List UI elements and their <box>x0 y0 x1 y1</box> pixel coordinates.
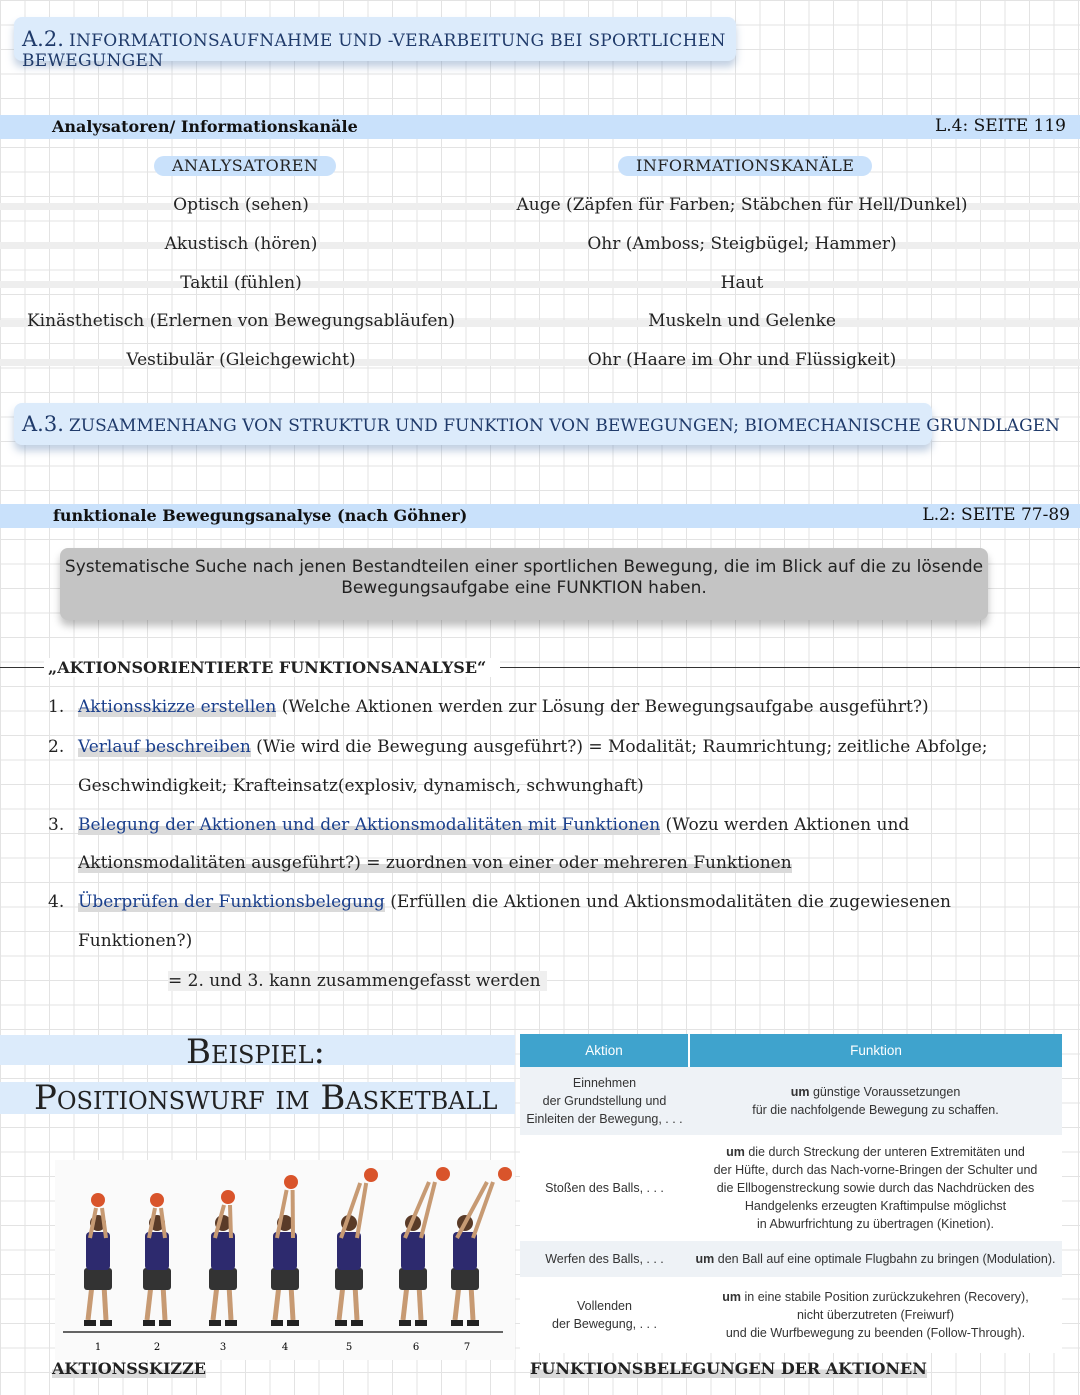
list-item: 1. Aktionsskizze erstellen (Welche Aktionen werden zur Lösung der Bewegungsaufgabe ausgeführt?) <box>48 697 929 717</box>
list-continuation: Geschwindigkeit; Krafteinsatz(explosiv, dynamisch, schwunghaft) <box>78 776 644 796</box>
kanal-cell: Auge (Zäpfen für Farben; Stäbchen für Hell/Dunkel) <box>516 195 968 215</box>
list-continuation: Funktionen?) <box>78 931 193 951</box>
analysator-cell: Akustisch (hören) <box>164 234 318 254</box>
table-header-funktion: Funktion <box>689 1034 1062 1067</box>
list-key: Verlauf beschreiben <box>78 737 251 757</box>
analysator-cell: Optisch (sehen) <box>173 195 309 215</box>
definition-box: Systematische Suche nach jenen Bestandteilen einer sportlichen Bewegung, die im Blick auf die zu lösende Bewegungsaufgabe eine FUNKTION haben. <box>60 548 988 620</box>
section-header-a3 <box>14 403 1060 445</box>
topic-bar-analysatoren <box>0 115 1080 139</box>
kanal-cell: Haut <box>720 273 764 293</box>
list-item: 4. Überprüfen der Funktionsbelegung (Erfüllen die Aktionen und Aktionsmodalitäten die zugewiesenen <box>48 892 951 912</box>
list-note: = 2. und 3. kann zusammengefasst werden <box>168 971 547 991</box>
list-continuation: Aktionsmodalitäten ausgeführt?) = zuordnen von einer oder mehreren Funktionen <box>78 853 792 873</box>
analysator-cell: Vestibulär (Gleichgewicht) <box>126 350 356 370</box>
kanal-cell: Muskeln und Gelenke <box>648 311 836 331</box>
table-row: Stoßen des Balls, . . . um die durch Streckung der unteren Extremitäten und der Hüfte, durch das Nach-vorne-Bringen der Schulter und die Ellbogenstreckung sowie durch das Nachdrücken des Handgelenks erzeugten Kraftimpulse möglichst in Abwurfrichtung zu übertragen (Kinetion). <box>520 1135 1062 1241</box>
topic-reference: L.4: SEITE 119 <box>934 116 1066 136</box>
action-sketch <box>55 1160 515 1360</box>
sketch-caption: AKTIONSSKIZZE <box>52 1359 206 1378</box>
afa-title: „AKTIONSORIENTIERTE FUNKTIONSANALYSE“ <box>44 658 500 677</box>
section-header-a2 <box>14 17 736 71</box>
column-header-informationskanaele: INFORMATIONSKANÄLE <box>618 156 872 176</box>
topic-bar-funktional <box>0 504 1080 528</box>
list-key: Überprüfen der Funktionsbelegung <box>78 892 385 912</box>
table-caption: FUNKTIONSBELEGUNGEN DER AKTIONEN <box>530 1359 927 1378</box>
list-key: Aktionsskizze erstellen <box>78 697 277 717</box>
topic-heading: funktionale Bewegungsanalyse (nach Göhner) <box>53 506 468 525</box>
topic-reference: L.2: SEITE 77-89 <box>922 505 1070 525</box>
phase-number: 7 <box>463 1342 471 1353</box>
example-label: Beispiel: <box>186 1032 325 1072</box>
list-item: 2. Verlauf beschreiben (Wie wird die Bewegung ausgeführt?) = Modalität; Raumrichtung; zeitliche Abfolge; <box>48 737 988 757</box>
table-row: Vollenden der Bewegung, . . . um in eine stabile Position zurückzukehren (Recovery), nicht überzutreten (Freiwurf) und die Wurfbewegung zu beenden (Follow-Through). <box>520 1277 1062 1353</box>
table-header-aktion: Aktion <box>520 1034 689 1067</box>
kanal-cell: Ohr (Amboss; Steigbügel; Hammer) <box>587 234 897 254</box>
phase-number: 3 <box>219 1342 227 1353</box>
phase-number: 4 <box>281 1342 289 1353</box>
phase-number: 1 <box>94 1342 102 1353</box>
phase-number: 5 <box>345 1342 353 1353</box>
phase-number: 2 <box>153 1342 161 1353</box>
kanal-cell: Ohr (Haare im Ohr und Flüssigkeit) <box>587 350 897 370</box>
phase-number: 6 <box>412 1342 420 1353</box>
table-row: Einnehmen der Grundstellung und Einleiten der Bewegung, . . . um günstige Voraussetzungen für die nachfolgende Bewegung zu schaffen. <box>520 1067 1062 1135</box>
example-title: Positionswurf im Basketball <box>34 1078 498 1118</box>
topic-heading: Analysatoren/ Informationskanäle <box>52 117 358 136</box>
section-title: ZUSAMMENHANG VON STRUKTUR UND FUNKTION VON BEWEGUNGEN; BIOMECHANISCHE GRUNDLAGEN <box>68 416 1060 436</box>
section-title: INFORMATIONSAUFNAHME UND -VERARBEITUNG BEI SPORTLICHEN BEWEGUNGEN <box>22 31 726 71</box>
function-table <box>520 1034 1062 1353</box>
table-row: Werfen des Balls, . . . um den Ball auf eine optimale Flugbahn zu bringen (Modulation). <box>520 1241 1062 1277</box>
analysator-cell: Kinästhetisch (Erlernen von Bewegungsabläufen) <box>26 311 456 331</box>
section-number: A.2. <box>22 27 64 51</box>
list-item: 3. Belegung der Aktionen und der Aktionsmodalitäten mit Funktionen (Wozu werden Aktionen und <box>48 815 910 835</box>
analysator-cell: Taktil (fühlen) <box>180 273 302 293</box>
column-header-analysatoren: ANALYSATOREN <box>154 156 336 176</box>
section-number: A.3. <box>22 412 64 436</box>
list-key: Belegung der Aktionen und der Aktionsmodalitäten mit Funktionen <box>78 815 661 835</box>
